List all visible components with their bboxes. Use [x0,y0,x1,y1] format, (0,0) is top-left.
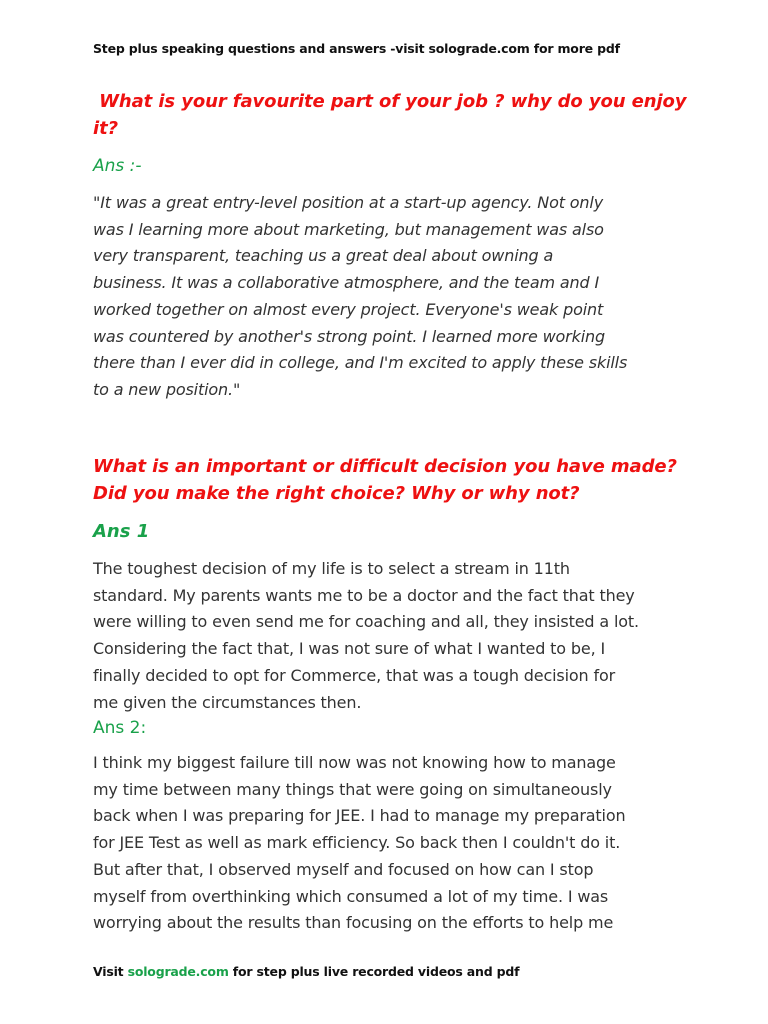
paragraph-line: there than I ever did in college, and I'm excited to apply these skills [93,353,628,373]
footer-prefix: Visit [93,964,128,979]
question-1-line: What is your favourite part of your job ? why do you enjoy [93,91,687,112]
footer-link[interactable]: solograde.com [127,964,229,979]
paragraph-line: Considering the fact that, I was not sure of what I wanted to be, I [93,639,606,659]
page-footer [93,964,519,979]
paragraph-line: for JEE Test as well as mark efficiency. So back then I couldn't do it. [93,833,621,853]
paragraph-line: my time between many things that were going on simultaneously [93,779,612,799]
answer-paragraph [93,190,693,404]
paragraph-line: worrying about the results than focusing on the efforts to help me [93,913,614,933]
paragraph-line: me given the circumstances then. [93,692,362,712]
answer-label: Ans :- [93,156,142,176]
question-1-line: it? [93,118,118,139]
question-1 [93,88,693,142]
answer-1-paragraph [93,556,693,716]
paragraph-line: standard. My parents wants me to be a doctor and the fact that they [93,585,635,605]
answer-1-label: Ans 1 [93,521,150,542]
answer-2-paragraph [93,750,693,937]
paragraph-line: I think my biggest failure till now was not knowing how to manage [93,753,616,772]
paragraph-line: was countered by another's strong point. I learned more working [93,326,605,346]
paragraph-line: very transparent, teaching us a great deal about owning a [93,246,554,266]
paragraph-line: back when I was preparing for JEE. I had to manage my preparation [93,806,626,826]
question-2-line: What is an important or difficult decision you have made? [93,456,677,477]
paragraph-line: But after that, I observed myself and focused on how can I stop [93,859,594,879]
paragraph-line: was I learning more about marketing, but management was also [93,219,604,239]
paragraph-line: The toughest decision of my life is to select a stream in 11th [93,559,570,578]
page-header: Step plus speaking questions and answers -visit solograde.com for more pdf [93,41,620,56]
paragraph-line: finally decided to opt for Commerce, that was a tough decision for [93,665,616,685]
paragraph-line: to a new position." [93,379,241,399]
paragraph-line: were willing to even send me for coaching and all, they insisted a lot. [93,612,639,632]
paragraph-line: myself from overthinking which consumed a lot of my time. I was [93,886,609,906]
question-2 [93,453,693,507]
footer-suffix: for step plus live recorded videos and pdf [228,964,520,979]
question-2-line: Did you make the right choice? Why or why not? [93,483,580,504]
paragraph-line: worked together on almost every project. Everyone's weak point [93,299,604,319]
paragraph-line: business. It was a collaborative atmosphere, and the team and I [93,273,600,293]
answer-2-label: Ans 2: [93,718,147,738]
paragraph-line: "It was a great entry-level position at a start-up agency. Not only [93,193,604,212]
